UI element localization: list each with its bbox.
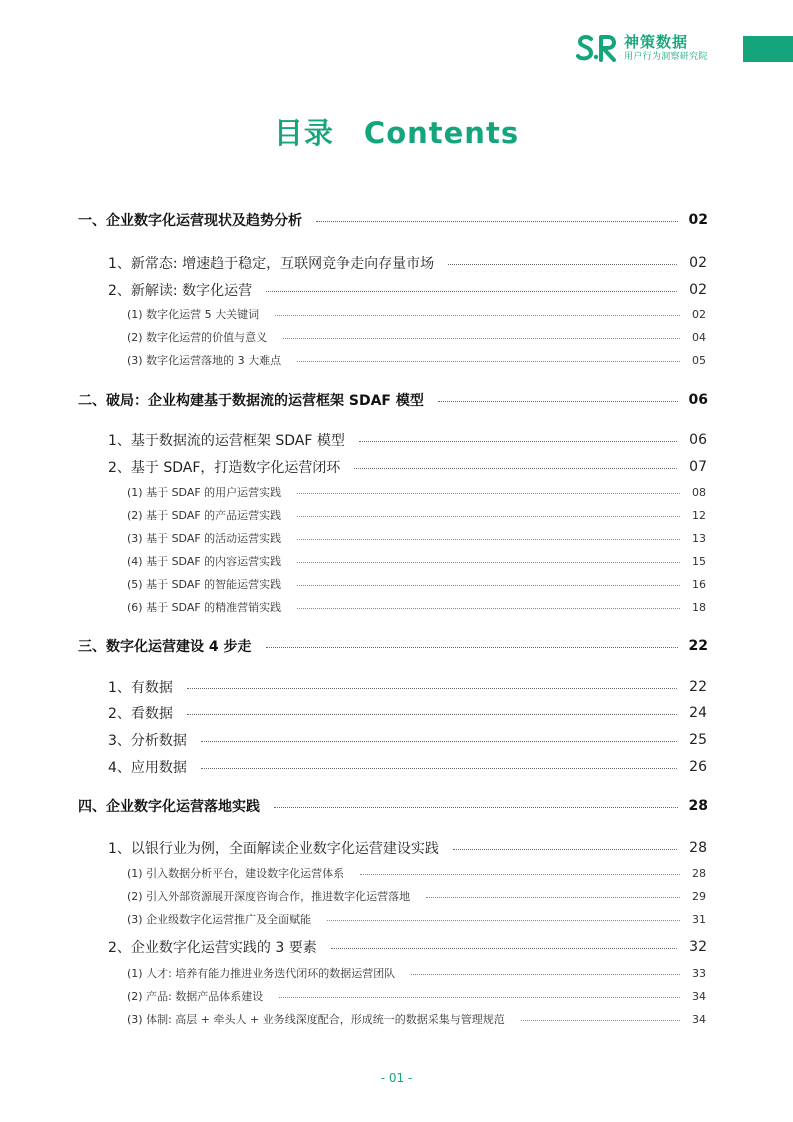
toc-label: (6) 基于 SDAF 的精准营销实践	[127, 601, 282, 614]
toc-item[interactable]	[0, 430, 793, 450]
toc-page-number: 08	[692, 485, 706, 499]
toc-page-number: 18	[692, 600, 706, 614]
toc-subitem[interactable]	[0, 909, 793, 929]
toc-label: 4、应用数据	[108, 760, 187, 776]
toc-item[interactable]	[0, 703, 793, 723]
toc-label: 3、分析数据	[108, 733, 187, 749]
corner-accent-bar	[743, 36, 793, 62]
toc-label: (4) 基于 SDAF 的内容运营实践	[127, 555, 282, 568]
toc-label: (2) 基于 SDAF 的产品运营实践	[127, 509, 282, 522]
sr-logo-icon	[576, 33, 618, 63]
toc-leader-dots	[438, 401, 678, 402]
toc-subitem[interactable]	[0, 350, 793, 370]
toc-page-number: 05	[692, 353, 706, 367]
toc-page-number: 12	[692, 508, 706, 522]
toc-item[interactable]	[0, 730, 793, 750]
toc-page-number: 22	[689, 679, 707, 695]
toc-item[interactable]	[0, 280, 793, 300]
toc-section[interactable]	[0, 390, 793, 410]
toc-leader-dots	[453, 849, 677, 850]
toc-subitem[interactable]	[0, 597, 793, 617]
toc-label: 2、企业数字化运营实践的 3 要素	[108, 940, 317, 956]
toc-leader-dots	[448, 264, 677, 265]
toc-leader-dots	[187, 688, 677, 689]
toc-page-number: 13	[692, 531, 706, 545]
toc-label: 1、以银行业为例，全面解读企业数字化运营建设实践	[108, 841, 439, 857]
toc-label: 2、新解读: 数字化运营	[108, 283, 253, 299]
page-title: 目录 Contents	[273, 116, 520, 150]
toc-leader-dots	[297, 493, 680, 494]
toc-section[interactable]	[0, 636, 793, 656]
toc-leader-dots	[360, 874, 680, 875]
toc-leader-dots	[297, 562, 680, 563]
toc-leader-dots	[279, 997, 680, 998]
toc-label: (2) 产品: 数据产品体系建设	[127, 990, 264, 1003]
toc-leader-dots	[297, 361, 680, 362]
toc-label: 四、企业数字化运营落地实践	[78, 799, 260, 815]
toc-leader-dots	[201, 741, 677, 742]
toc-subitem[interactable]	[0, 482, 793, 502]
toc-leader-dots	[316, 221, 678, 222]
toc-item[interactable]	[0, 677, 793, 697]
toc-page-number: 24	[689, 705, 707, 721]
toc-leader-dots	[331, 948, 677, 949]
toc-section[interactable]	[0, 796, 793, 816]
toc-subitem[interactable]	[0, 327, 793, 347]
toc-subitem[interactable]	[0, 551, 793, 571]
toc-page-number: 34	[692, 989, 706, 1003]
toc-label: (3) 数字化运营落地的 3 大难点	[127, 354, 282, 367]
toc-leader-dots	[359, 441, 677, 442]
toc-page-number: 33	[692, 966, 706, 980]
toc-label: (2) 引入外部资源展开深度咨询合作，推进数字化运营落地	[127, 890, 411, 903]
toc-leader-dots	[297, 608, 680, 609]
brand-subtitle: 用户行为洞察研究院	[624, 51, 708, 62]
toc-page-number: 28	[692, 866, 706, 880]
toc-label: (3) 体制: 高层 + 牵头人 + 业务线深度配合，形成统一的数据采集与管理规范	[127, 1013, 505, 1026]
toc-page-number: 29	[692, 889, 706, 903]
toc-label: (3) 基于 SDAF 的活动运营实践	[127, 532, 282, 545]
toc-leader-dots	[266, 291, 677, 292]
toc-leader-dots	[274, 807, 678, 808]
toc-leader-dots	[275, 315, 680, 316]
toc-page-number: 32	[689, 939, 707, 955]
toc-leader-dots	[266, 647, 679, 648]
toc-page-number: 06	[688, 392, 708, 408]
toc-leader-dots	[297, 516, 680, 517]
toc-page-number: 26	[689, 759, 707, 775]
toc-page-number: 02	[688, 212, 708, 228]
toc-leader-dots	[297, 539, 680, 540]
toc-subitem[interactable]	[0, 863, 793, 883]
toc-label: (1) 基于 SDAF 的用户运营实践	[127, 486, 282, 499]
toc-leader-dots	[327, 920, 680, 921]
toc-subitem[interactable]	[0, 886, 793, 906]
toc-subitem[interactable]	[0, 505, 793, 525]
toc-item[interactable]	[0, 457, 793, 477]
toc-subitem[interactable]	[0, 1009, 793, 1029]
toc-page-number: 02	[689, 255, 707, 271]
toc-label: (1) 引入数据分析平台，建设数字化运营体系	[127, 867, 345, 880]
toc-leader-dots	[354, 468, 677, 469]
toc-leader-dots	[201, 768, 677, 769]
toc-leader-dots	[297, 585, 680, 586]
toc-item[interactable]	[0, 838, 793, 858]
toc-leader-dots	[521, 1020, 680, 1021]
toc-leader-dots	[426, 897, 680, 898]
toc-label: (2) 数字化运营的价值与意义	[127, 331, 268, 344]
toc-page-number: 16	[692, 577, 706, 591]
toc-subitem[interactable]	[0, 528, 793, 548]
toc-item[interactable]	[0, 937, 793, 957]
toc-page-number: 31	[692, 912, 706, 926]
toc-label: 1、有数据	[108, 680, 173, 696]
toc-label: (1) 人才: 培养有能力推进业务迭代闭环的数据运营团队	[127, 967, 396, 980]
toc-page-number: 34	[692, 1012, 706, 1026]
toc-subitem[interactable]	[0, 304, 793, 324]
toc-label: (3) 企业级数字化运营推广及全面赋能	[127, 913, 312, 926]
toc-label: 1、基于数据流的运营框架 SDAF 模型	[108, 433, 345, 449]
toc-label: (5) 基于 SDAF 的智能运营实践	[127, 578, 282, 591]
toc-page-number: 28	[688, 798, 708, 814]
toc-label: 1、新常态: 增速趋于稳定，互联网竞争走向存量市场	[108, 256, 435, 272]
toc-subitem[interactable]	[0, 986, 793, 1006]
toc-page-number: 06	[689, 432, 707, 448]
brand-logo	[576, 33, 708, 63]
toc-page-number: 02	[689, 282, 707, 298]
toc-item[interactable]	[0, 253, 793, 273]
toc-page-number: 04	[692, 330, 706, 344]
toc-leader-dots	[411, 974, 680, 975]
toc-label: 2、看数据	[108, 706, 173, 722]
toc-page-number: 22	[688, 638, 708, 654]
toc-subitem[interactable]	[0, 963, 793, 983]
toc-page-number: 02	[692, 307, 706, 321]
toc-section[interactable]	[0, 210, 793, 230]
brand-name: 神策数据	[624, 32, 689, 51]
toc-page-number: 15	[692, 554, 706, 568]
toc-label: 2、基于 SDAF，打造数字化运营闭环	[108, 460, 341, 476]
toc-leader-dots	[283, 338, 680, 339]
page-number: - 01 -	[380, 1071, 413, 1085]
toc-leader-dots	[187, 714, 677, 715]
toc-label: 三、数字化运营建设 4 步走	[78, 639, 252, 655]
toc-label: 二、破局：企业构建基于数据流的运营框架 SDAF 模型	[78, 393, 424, 409]
toc-page-number: 07	[689, 459, 707, 475]
toc-page-number: 25	[689, 732, 707, 748]
toc-label: (1) 数字化运营 5 大关键词	[127, 308, 260, 321]
toc-subitem[interactable]	[0, 574, 793, 594]
toc-page-number: 28	[689, 840, 707, 856]
toc-label: 一、企业数字化运营现状及趋势分析	[78, 213, 302, 229]
toc-item[interactable]	[0, 757, 793, 777]
